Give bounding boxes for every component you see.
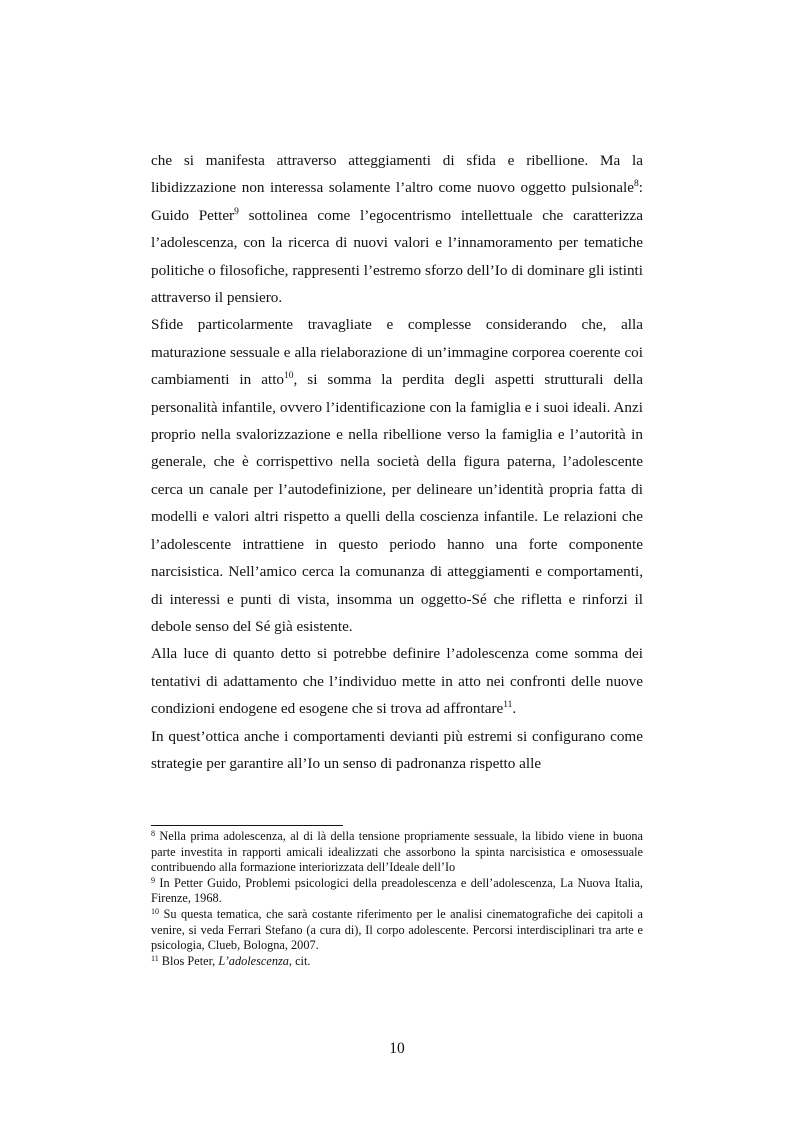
- footnote-separator: [151, 825, 343, 826]
- footnote-10: $^{10}$ Su questa tematica, che sarà costante riferimento per le analisi cinematografiche dei capitoli a venire, si veda Ferrari Stefano (a cura di), Il corpo adolescente. Percorsi interdisciplinari tra arte e psicologia, Clueb, Bologna, 2007.: [151, 906, 643, 953]
- footnote-ref-9[interactable]: 9: [234, 206, 239, 217]
- paragraph-3: Alla luce di quanto detto si potrebbe definire l’adolescenza come somma dei tentativi di adattamento che l’individuo mette in atto nei confronti delle nuove condizioni endogene ed esogene che si trova ad affrontare$^{11}$.: [151, 645, 643, 718]
- paragraph-1: che si manifesta attraverso atteggiamenti di sfida e ribellione. Ma la libidizzazione non interessa solamente l’altro come nuovo oggetto pulsionale$^8$: Guido Petter$^9$ sottolinea come l’egocentrismo intellettuale che caratterizza l’adolescenza, con la ricerca di nuovi valori e l’innamoramento per tematiche politiche o filosofiche, rappresenti l’estremo sforzo dell’Io di dominare gli istinti attraverso il pensiero.: [151, 152, 643, 307]
- footnote-ref-11[interactable]: 11: [503, 700, 513, 711]
- body-text: [151, 147, 643, 777]
- footnote-8: $^8$ Nella prima adolescenza, al di là della tensione propriamente sessuale, la libido viene in buona parte investita in rapporti amicali idealizzati che assorbono la spinta narcisistica e omosessuale contribuendo alla formazione interiorizzata dell’Ideale dell’Io: [151, 829, 643, 875]
- paragraph-4: In quest’ottica anche i comportamenti devianti più estremi si configurano come strategie per garantire all’Io un senso di padronanza rispetto alle: [151, 727, 643, 772]
- footnote-9: $^9$ In Petter Guido, Problemi psicologici della preadolescenza e dell’adolescenza, La Nuova Italia, Firenze, 1968.: [151, 875, 643, 906]
- footnote-ref-8[interactable]: 8: [634, 179, 639, 190]
- footnote-11: $^{11}$ Blos Peter, L’adolescenza, cit.: [151, 953, 311, 968]
- footnote-ref-10[interactable]: 10: [284, 371, 294, 382]
- page-number: 10: [389, 1040, 405, 1057]
- footnotes: [151, 829, 643, 969]
- paragraph-2: Sfide particolarmente travagliate e complesse considerando che, alla maturazione sessuale e alla rielaborazione di un’immagine corporea coerente coi cambiamenti in atto$^{10}$, si somma la perdita degli aspetti strutturali della personalità infantile, ovvero l’identificazione con la famiglia e i suoi ideali. Anzi proprio nella svalorizzazione e nella ribellione verso la famiglia e l’autorità in generale, che è corrispettivo nella società della figura paterna, l’adolescente cerca un canale per l’autodefinizione, per delineare un’identità propria fatta di modelli e valori altri rispetto a quelli della coscienza infantile. Le relazioni che l’adolescente intrattiene in questo periodo hanno una forte componente narcisistica. Nell’amico cerca la comunanza di atteggiamenti e comportamenti, di interessi e punti di vista, insomma un oggetto-Sé che rifletta e rinforzi il debole senso del Sé già esistente.: [151, 316, 643, 635]
